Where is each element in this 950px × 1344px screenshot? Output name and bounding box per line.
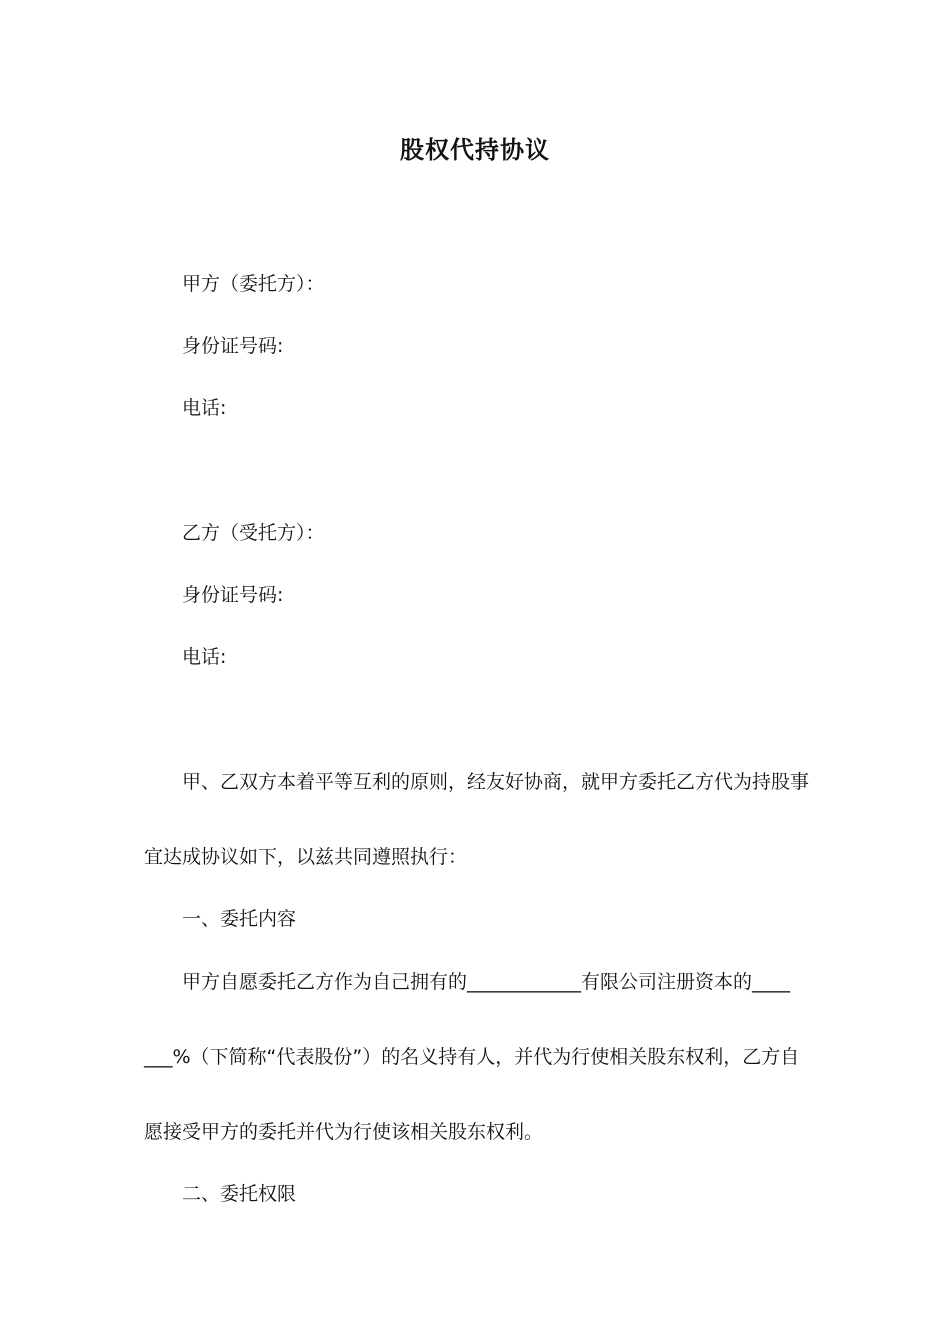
preamble-line-2: 宜达成协议如下，以兹共同遵照执行： — [144, 846, 468, 868]
section-1-heading: 一、委托内容 — [182, 908, 297, 930]
preamble-line-1: 甲、乙双方本着平等互利的原则，经友好协商，就甲方委托乙方代为持股事 — [182, 771, 810, 793]
section-2-heading: 二、委托权限 — [182, 1183, 297, 1205]
document-title: 股权代持协议 — [400, 136, 550, 164]
party-a-phone-label: 电话: — [182, 397, 227, 419]
party-b-label: 乙方（受托方）： — [182, 522, 325, 544]
party-a-label: 甲方（委托方）： — [182, 273, 325, 295]
party-a-id-label: 身份证号码: — [182, 335, 284, 357]
section-1-line-2: ___%（下简称“代表股份”）的名义持有人，并代为行使相关股东权利，乙方自 — [144, 1046, 800, 1068]
section-1-line-1: 甲方自愿委托乙方作为自己拥有的____________有限公司注册资本的____ — [182, 971, 791, 993]
party-b-id-label: 身份证号码: — [182, 584, 284, 606]
party-b-phone-label: 电话: — [182, 646, 227, 668]
section-1-line-3: 愿接受甲方的委托并代为行使该相关股东权利。 — [144, 1121, 544, 1143]
